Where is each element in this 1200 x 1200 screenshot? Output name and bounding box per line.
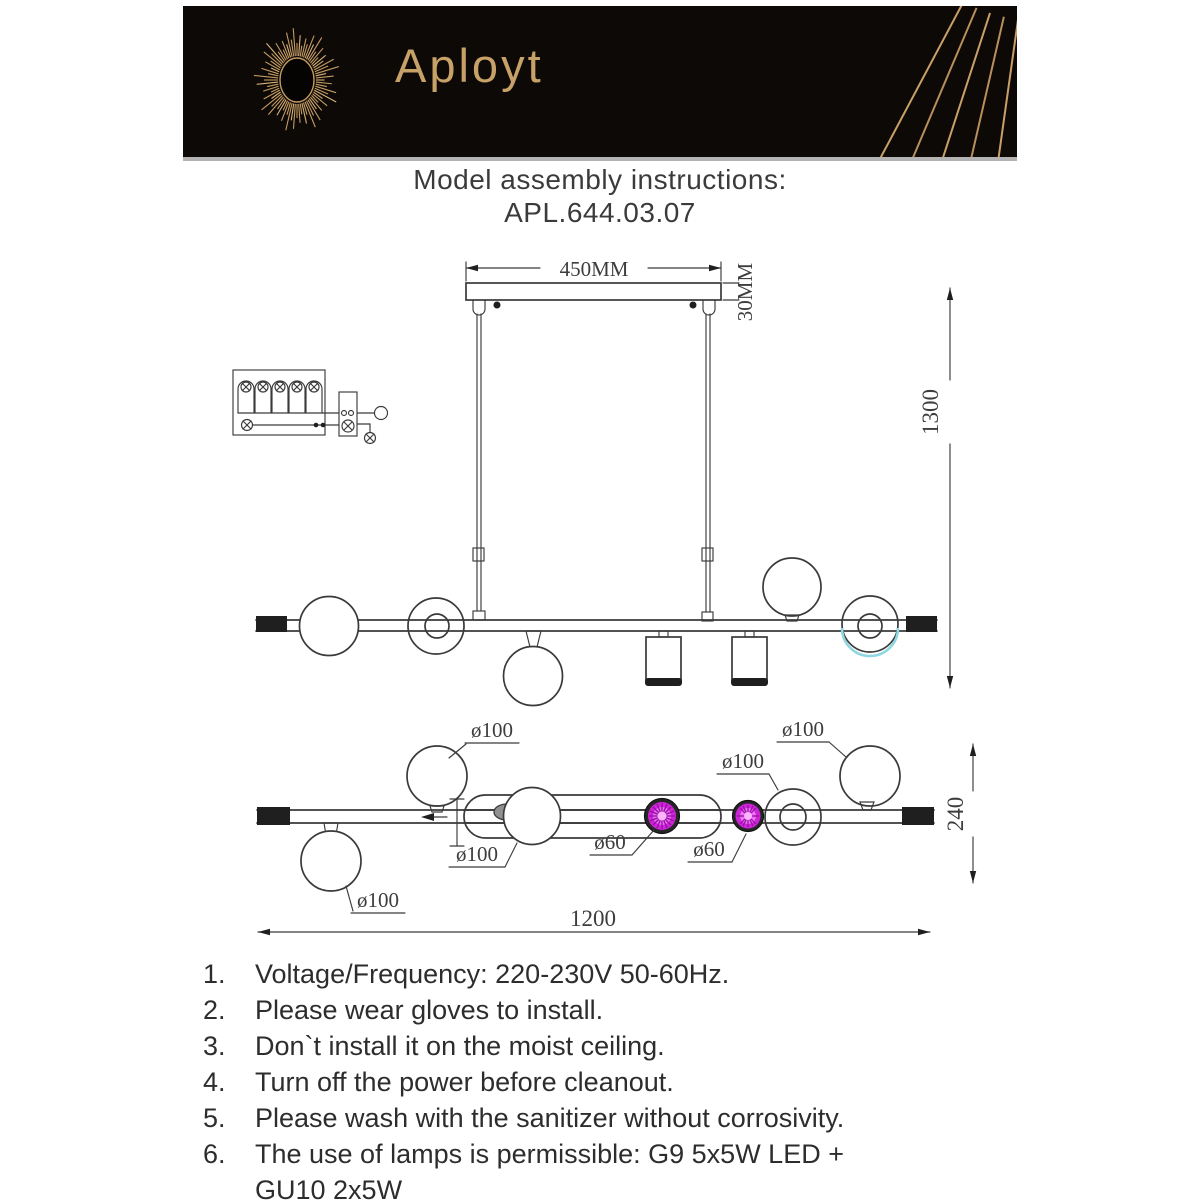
item-number: 6.	[203, 1139, 226, 1169]
wiring-diagram	[233, 370, 388, 444]
dia-label: ø100	[456, 842, 498, 866]
ring-fitting-left	[408, 598, 464, 654]
dimension-450mm	[466, 257, 721, 281]
page-title: Model assembly instructions:	[413, 164, 787, 195]
banner-divider	[183, 157, 1017, 161]
dia-label: ø60	[693, 837, 725, 861]
globe-above-right	[840, 746, 900, 810]
ceiling-canopy	[466, 283, 721, 315]
instruction-list	[203, 956, 1033, 1200]
cord-grip-left	[473, 300, 485, 315]
instruction-item	[203, 1064, 1033, 1100]
brand-name: Aployt	[395, 39, 544, 92]
lamp-symbols	[238, 381, 339, 413]
dimension-240	[943, 744, 976, 883]
instruction-item	[203, 1136, 1033, 1172]
technical-drawing	[180, 235, 1020, 950]
globe-below-left	[301, 823, 361, 891]
item-number: 5.	[203, 1103, 226, 1133]
gu10-cylinder-2	[731, 631, 768, 686]
dia-label: ø100	[471, 718, 513, 742]
bar-end-cap-left	[257, 807, 290, 825]
dimension-30mm	[723, 263, 757, 322]
bar-end-cap-right	[902, 807, 934, 825]
gu10-spot-1	[645, 799, 680, 834]
brand-banner	[183, 6, 1017, 157]
suspension-cable-left	[473, 314, 485, 620]
item-number: 1.	[203, 959, 226, 989]
drop-length-label: 1300	[918, 389, 943, 435]
item-text: Please wash with the sanitizer without corrosivity.	[255, 1103, 845, 1133]
bar-depth-label: 240	[943, 796, 968, 832]
diameter-callouts	[346, 717, 846, 913]
item-number: 3.	[203, 1031, 226, 1061]
globe-above-left	[407, 746, 467, 812]
item-number: 4.	[203, 1067, 226, 1097]
sunburst-center	[280, 58, 314, 102]
globe-center	[504, 788, 561, 845]
cord-grip-right	[703, 300, 715, 315]
canopy-height-label: 30MM	[733, 262, 757, 322]
suspension-rod-right	[702, 314, 713, 621]
globe-above-bar	[763, 558, 821, 621]
instruction-item	[203, 1100, 1033, 1136]
bar-length-label: 1200	[570, 906, 616, 931]
gu10-cylinder-1	[645, 631, 682, 686]
terminal-block	[339, 392, 388, 444]
instruction-item-continuation	[203, 1172, 1033, 1200]
bar-end-cap-left	[256, 616, 287, 632]
item-text: Voltage/Frequency: 220-230V 50-60Hz.	[255, 959, 730, 989]
dia-label: ø100	[782, 717, 824, 741]
glass-globe-on-bar	[300, 597, 359, 656]
item-text: The use of lamps is permissible: G9 5x5W LED +	[255, 1139, 844, 1169]
gu10-spot-2	[733, 801, 764, 832]
instruction-item	[203, 992, 1033, 1028]
dia-label: ø100	[357, 888, 399, 912]
model-number: APL.644.03.07	[504, 197, 696, 228]
decorative-rays-icon	[797, 6, 1017, 157]
canopy-width-label: 450MM	[559, 257, 629, 281]
item-text: Turn off the power before cleanout.	[255, 1067, 674, 1097]
bar-end-cap-right	[906, 616, 937, 632]
instruction-item	[203, 956, 1033, 992]
instruction-item	[203, 1028, 1033, 1064]
item-text: GU10 2x5W	[255, 1175, 403, 1200]
dia-label: ø100	[722, 749, 764, 773]
ring-fitting-plan	[765, 789, 821, 845]
dia-label: ø60	[594, 830, 626, 854]
feed-line	[242, 420, 340, 431]
front-view	[256, 257, 953, 706]
hanging-globe	[504, 631, 563, 706]
top-view	[257, 717, 976, 935]
item-text: Please wear gloves to install.	[255, 995, 604, 1025]
ring-fitting-right	[842, 596, 898, 656]
item-number: 2.	[203, 995, 226, 1025]
item-text: Don`t install it on the moist ceiling.	[255, 1031, 665, 1061]
